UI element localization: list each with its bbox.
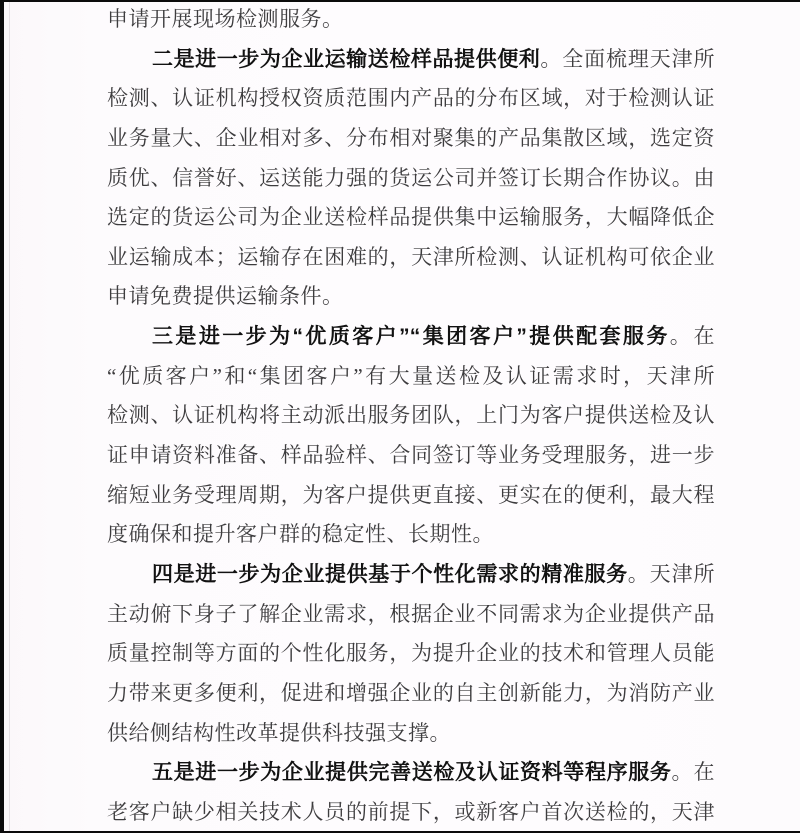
- text-line: [107, 79, 715, 119]
- text-line: [107, 357, 715, 397]
- body-text-run: 质量控制等方面的个性化服务，为提升企业的技术和管理人员能: [107, 641, 715, 666]
- text-line: [107, 753, 715, 793]
- text-line: [107, 793, 715, 833]
- body-text-run: 老客户缺少相关技术人员的前提下，或新客户首次送检的，天津: [107, 799, 715, 824]
- body-text-run: 证申请资料准备、样品验样、合同签订等业务受理服务，进一步: [107, 443, 715, 468]
- scan-edge-left: [0, 0, 4, 833]
- body-text-run: 检测、认证机构将主动派出服务团队，上门为客户提供送检及认: [107, 403, 715, 428]
- text-line: [107, 515, 715, 555]
- paragraph-heading-run: 三是进一步为“优质客户”“集团客户”提供配套服务: [152, 325, 670, 349]
- body-text-run: 主动俯下身子了解企业需求，根据企业不同需求为企业提供产品: [107, 601, 715, 626]
- body-text-run: 检测、认证机构授权资质范围内产品的分布区域，对于检测认证: [107, 86, 715, 111]
- text-line: [107, 159, 715, 199]
- body-text-run: 。在: [671, 760, 715, 785]
- body-text-run: 选定的货运公司为企业送检样品提供集中运输服务，大幅降低企: [107, 205, 715, 230]
- text-line: [107, 634, 715, 674]
- text-line: [107, 238, 715, 278]
- text-line: [107, 198, 715, 238]
- body-text-run: 度确保和提升客户群的稳定性、长期性。: [107, 522, 494, 547]
- body-text-run: 业务量大、企业相对多、分布相对聚集的产品集散区域，选定资: [107, 125, 715, 150]
- body-text-run: 力带来更多便利，促进和增强企业的自主创新能力，为消防产业: [107, 680, 715, 705]
- body-text-run: 申请免费提供运输条件。: [107, 284, 344, 309]
- text-line: [107, 0, 715, 40]
- body-text-run: 申请开展现场检测服务。: [107, 7, 344, 31]
- text-line: [107, 674, 715, 714]
- paragraph-heading-run: 四是进一步为企业提供基于个性化需求的精准服务: [152, 562, 628, 586]
- text-line: [107, 595, 715, 635]
- paragraph-heading-run: 五是进一步为企业提供完善送检及认证资料等程序服务: [152, 761, 672, 785]
- paragraph-heading-run: 二是进一步为企业运输送检样品提供便利: [152, 47, 541, 71]
- text-line: [107, 40, 715, 80]
- text-line: [107, 476, 715, 516]
- text-line: [107, 555, 715, 595]
- body-text-run: 供给侧结构性改革提供科技强支撑。: [107, 720, 451, 745]
- body-text-run: 。在: [669, 324, 715, 349]
- text-line: [107, 277, 715, 317]
- body-text-run: 缩短业务受理周期，为客户提供更直接、更实在的便利，最大程: [107, 482, 715, 507]
- page-edge-shadow-line: [9, 0, 10, 833]
- text-line: [107, 714, 715, 754]
- text-line: [107, 119, 715, 159]
- body-text-run: “优质客户”和“集团客户”有大量送检及认证需求时，天津所: [107, 363, 715, 388]
- body-text-run: 质优、信誉好、运送能力强的货运公司并签订长期合作协议。由: [107, 165, 715, 190]
- body-text-run: 业运输成本；运输存在困难的，天津所检测、认证机构可依企业: [107, 244, 715, 269]
- text-line: [107, 436, 715, 476]
- scan-edge-top: [0, 0, 800, 2]
- body-text-run: 。全面梳理天津所: [540, 46, 715, 71]
- text-line: [107, 317, 715, 357]
- text-line: [107, 396, 715, 436]
- body-text-run: 。天津所: [627, 561, 716, 586]
